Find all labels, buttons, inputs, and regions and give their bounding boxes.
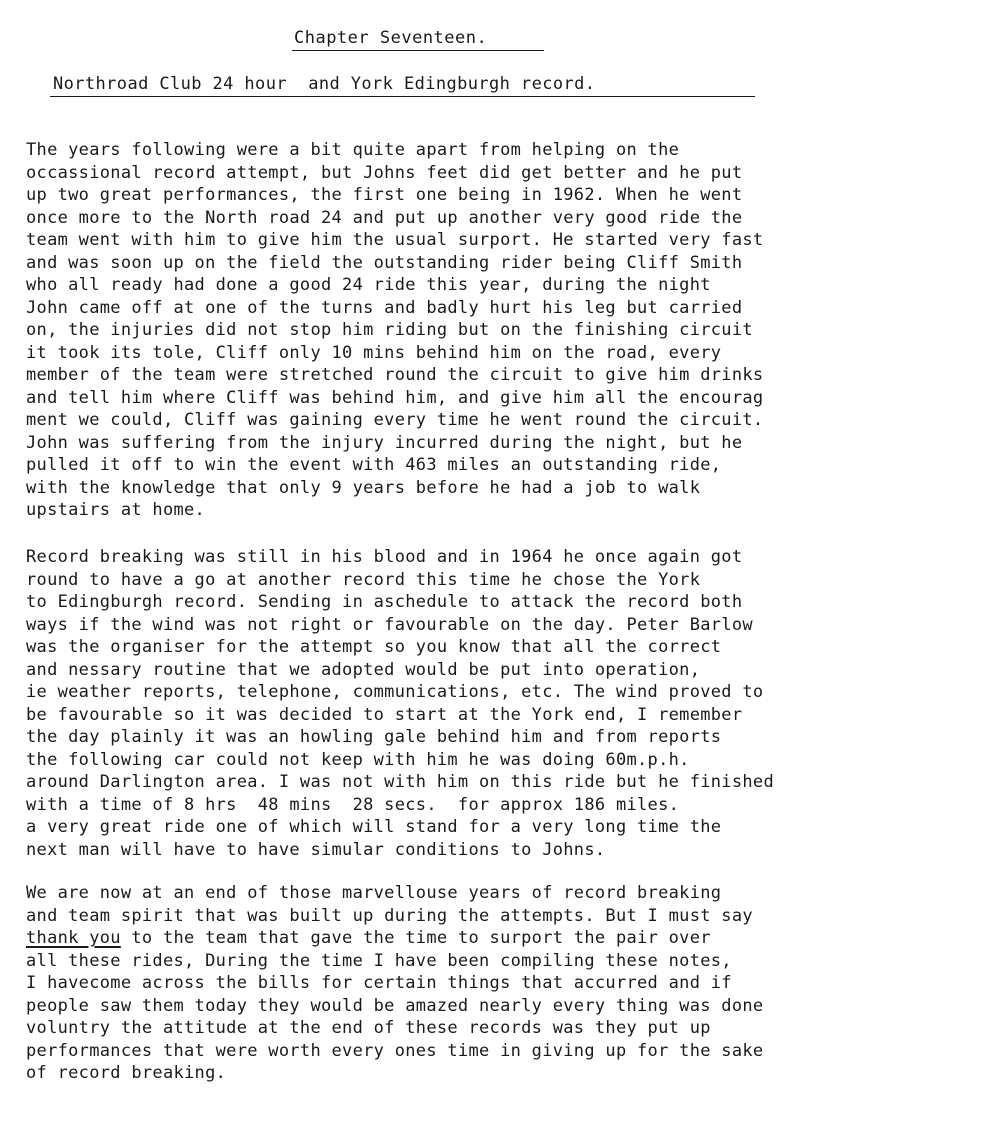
text-line: was the organiser for the attempt so you know that all the correct — [26, 637, 722, 657]
text-line: the day plainly it was an howling gale behind him and from reports — [26, 727, 722, 747]
text-line: it took its tole, Cliff only 10 mins behind him on the road, every — [26, 342, 722, 363]
text-line: and tell him where Cliff was behind him, and give him all the encourag — [26, 387, 764, 408]
text-line: a very great ride one of which will stand for a very long time the — [26, 817, 722, 837]
text-line: and nessary routine that we adopted would be put into operation, — [26, 659, 701, 680]
text-line: next man will have to have simular conditions to Johns. — [26, 839, 606, 860]
text-line: be favourable so it was decided to start at the York end, I remember — [26, 704, 743, 725]
text-line: ways if the wind was not right or favourable on the day. Peter Barlow — [26, 614, 753, 635]
text-line: pulled it off to win the event with 463 miles an outstanding ride, — [26, 455, 722, 475]
chapter-title-underline — [292, 50, 544, 51]
text-line: Record breaking was still in his blood and in 1964 he once again got — [26, 547, 743, 567]
text-line: people saw them today they would be amazed nearly every thing was done — [26, 995, 764, 1016]
text-line: to Edingburgh record. Sending in aschedule to attack the record both — [26, 592, 743, 612]
paragraph-3 — [26, 882, 986, 1085]
text-line-with-underline — [26, 927, 986, 950]
text-line: of record breaking. — [26, 1063, 227, 1083]
text-line: the following car could not keep with him he was doing 60m.p.h. — [26, 749, 690, 770]
text-line: We are now at an end of those marvellouse years of record breaking — [26, 883, 722, 903]
text-line: voluntry the attitude at the end of these records was they put up — [26, 1018, 711, 1038]
text-line: on, the injuries did not stop him riding but on the finishing circuit — [26, 320, 753, 340]
text-line: The years following were a bit quite apart from helping on the — [26, 140, 680, 160]
text-line: ment we could, Cliff was gaining every time he went round the circuit. — [26, 410, 764, 430]
chapter-subtitle-underline — [50, 96, 755, 97]
text-line: John was suffering from the injury incurred during the night, but he — [26, 432, 743, 453]
text-line: member of the team were stretched round the circuit to give him drinks — [26, 365, 764, 385]
text-line-remainder: to the team that gave the time to surport the pair over — [120, 928, 711, 948]
text-line: performances that were worth every ones time in giving up for the sake — [26, 1040, 764, 1061]
text-line: team went with him to give him the usual surport. He started very fast — [26, 230, 764, 250]
chapter-title: Chapter Seventeen. — [294, 28, 488, 48]
paragraph-1 — [26, 139, 986, 522]
text-line: with the knowledge that only 9 years before he had a job to walk — [26, 477, 701, 498]
text-line: once more to the North road 24 and put up another very good ride the — [26, 207, 743, 228]
text-line: I havecome across the bills for certain things that accurred and if — [26, 973, 732, 993]
text-line: around Darlington area. I was not with him on this ride but he finished — [26, 772, 774, 792]
text-line: with a time of 8 hrs 48 mins 28 secs. for approx 186 miles. — [26, 794, 680, 815]
text-line: round to have a go at another record this time he chose the York — [26, 569, 701, 590]
chapter-subtitle: Northroad Club 24 hour and York Edingburgh record. — [53, 74, 596, 94]
text-line: upstairs at home. — [26, 500, 206, 520]
underlined-text: thank you — [26, 928, 121, 948]
text-line: and team spirit that was built up during the attempts. But I must say — [26, 905, 753, 926]
text-line: and was soon up on the field the outstanding rider being Cliff Smith — [26, 252, 743, 273]
paragraph-2 — [26, 546, 986, 861]
text-line: up two great performances, the first one being in 1962. When he went — [26, 185, 743, 205]
text-line: John came off at one of the turns and badly hurt his leg but carried — [26, 297, 743, 318]
text-line: all these rides, During the time I have been compiling these notes, — [26, 950, 732, 971]
text-line: who all ready had done a good 24 ride this year, during the night — [26, 275, 711, 295]
text-line: ie weather reports, telephone, communications, etc. The wind proved to — [26, 682, 764, 702]
text-line: occassional record attempt, but Johns feet did get better and he put — [26, 162, 743, 183]
